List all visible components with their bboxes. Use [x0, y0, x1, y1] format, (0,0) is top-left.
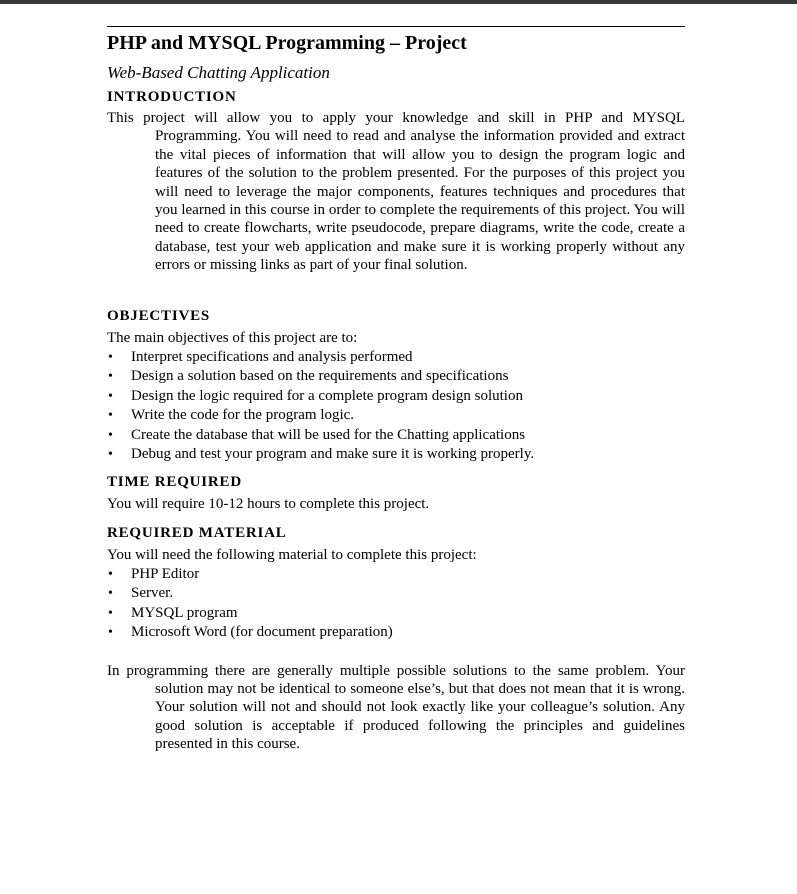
- list-item-text: Write the code for the program logic.: [131, 407, 355, 424]
- closing-paragraph: In programming there are generally multiple possible solutions to the same problem. Your solution may not be identical to someone else’s, but that does not mean that it is wrong. Your solution will not and should not look exactly like your colleague’s solution. Any good solution is acceptable if produced following the principles and guidelines presented in this course.: [107, 662, 685, 753]
- bullet-icon: •: [108, 427, 113, 443]
- list-item-text: Interpret specifications and analysis performed: [131, 348, 413, 365]
- required-material-heading-text: REQUIRED MATERIAL: [107, 524, 287, 541]
- objectives-heading: [107, 307, 685, 326]
- bullet-icon: •: [108, 388, 113, 404]
- list-item-text: Debug and test your program and make sure it is working properly.: [131, 446, 535, 463]
- required-material-list: [107, 565, 685, 643]
- list-item: [107, 426, 685, 446]
- list-item: [107, 348, 685, 368]
- document-subtitle: Web-Based Chatting Application: [107, 63, 330, 82]
- document-title: PHP and MYSQL Programming – Project: [107, 32, 467, 54]
- time-required-heading-text: TIME REQUIRED: [107, 473, 242, 490]
- bullet-icon: •: [108, 625, 113, 641]
- title-rule: [107, 26, 685, 27]
- list-item-text: MYSQL program: [131, 604, 238, 621]
- time-required-heading: [107, 473, 685, 492]
- objectives-list: [107, 348, 685, 465]
- list-item: [107, 604, 685, 624]
- list-item: [107, 584, 685, 604]
- introduction-heading-text: INTRODUCTION: [107, 89, 237, 105]
- list-item: [107, 406, 685, 426]
- required-material-heading: [107, 524, 685, 543]
- list-item-text: PHP Editor: [131, 565, 200, 582]
- bullet-icon: •: [108, 605, 113, 621]
- list-item-text: Server.: [131, 585, 174, 602]
- time-required-text: You will require 10-12 hours to complete this project.: [107, 495, 430, 512]
- list-item-text: Microsoft Word (for document preparation): [131, 624, 393, 641]
- list-item-text: Create the database that will be used for the Chatting applications: [131, 426, 526, 443]
- bullet-icon: •: [108, 349, 113, 365]
- list-item: [107, 623, 685, 643]
- list-item: [107, 387, 685, 407]
- objectives-heading-text: OBJECTIVES: [107, 307, 211, 324]
- objectives-intro: The main objectives of this project are to:: [107, 329, 358, 346]
- bullet-icon: •: [108, 586, 113, 602]
- list-item: [107, 445, 685, 465]
- bullet-icon: •: [108, 447, 113, 463]
- viewer-top-bar: [0, 0, 797, 4]
- introduction-paragraph: This project will allow you to apply your knowledge and skill in PHP and MYSQL Programming. You will need to read and analyse the information provided and extract the vital pieces of information that will allow you to design the program logic and features of the solution to the problem presented. For the purposes of this project you will need to leverage the major components, features techniques and procedures that you learned in this course in order to complete the requirements of this project. You will need to create flowcharts, write pseudocode, prepare diagrams, write the code, create a database, test your web application and make sure it is working properly without any errors or missing links as part of your final solution.: [107, 110, 685, 274]
- list-item: [107, 565, 685, 585]
- bullet-icon: •: [108, 408, 113, 424]
- document-page: [107, 26, 685, 754]
- list-item: [107, 367, 685, 387]
- list-item-text: Design a solution based on the requirements and specifications: [131, 368, 509, 385]
- bullet-icon: •: [108, 369, 113, 385]
- bullet-icon: •: [108, 566, 113, 582]
- introduction-heading: [107, 88, 685, 107]
- list-item-text: Design the logic required for a complete program design solution: [131, 387, 523, 404]
- required-material-intro: You will need the following material to complete this project:: [107, 546, 477, 563]
